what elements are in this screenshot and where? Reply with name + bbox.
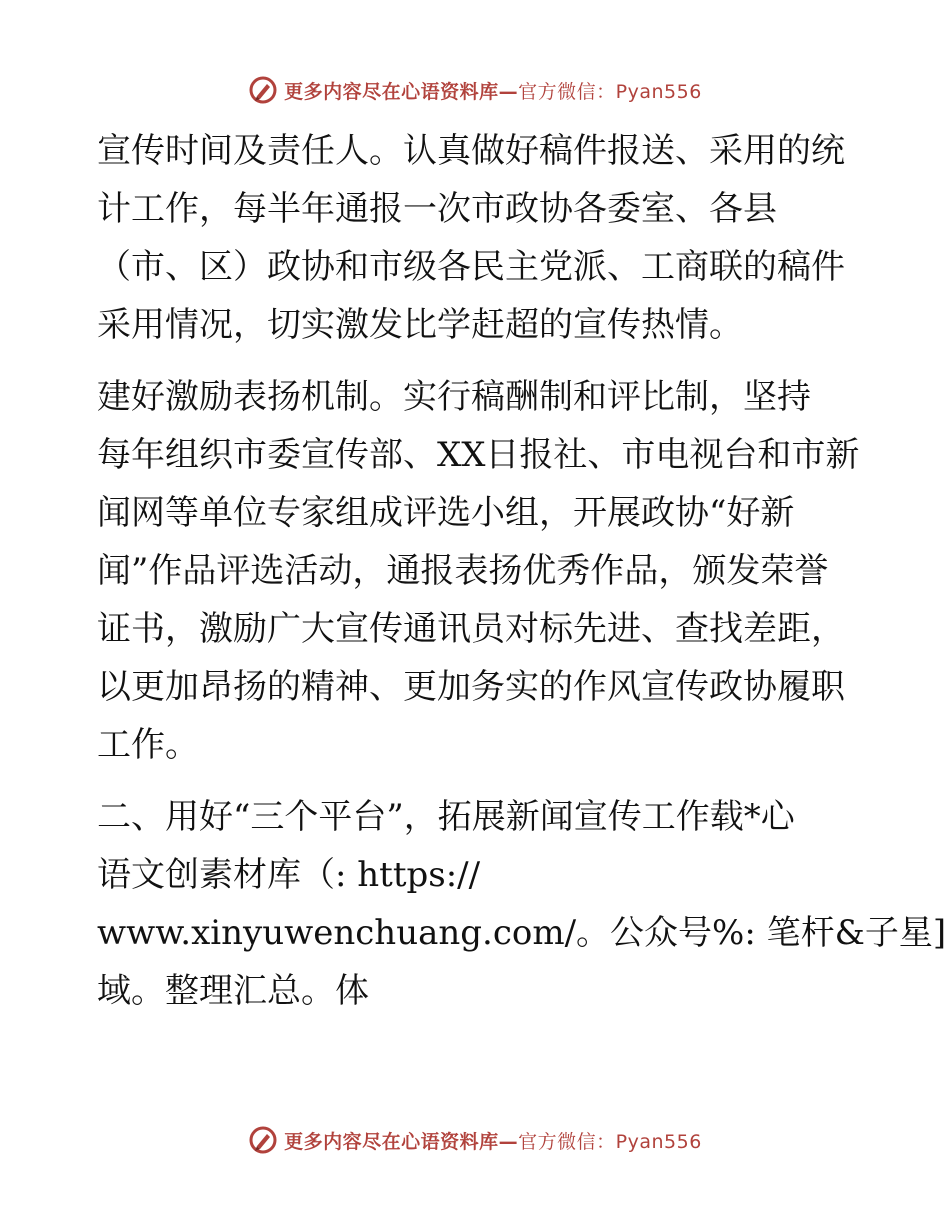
pen-logo-icon [248,1125,278,1155]
footer-wechat-text: 官方微信：Pyan556 [518,1130,702,1153]
text-line: www.xinyuwenchuang.com/。公众号%: 笔杆&子星] [97,913,947,953]
text-line: （市、区）政协和市级各民主党派、工商联的稿件 [97,247,845,287]
text-line: 域。整理汇总。体 [97,971,369,1011]
text-line: 计工作，每半年通报一次市政协各委室、各县 [97,189,777,229]
header-wechat-text: 官方微信：Pyan556 [518,80,702,103]
text-line: 工作。 [97,725,199,765]
footer-banner [0,1120,950,1160]
text-line: 以更加昂扬的精神、更加务实的作风宣传政协履职 [97,667,845,707]
text-line: 闻网等单位专家组成评选小组，开展政协“好新 [97,493,795,533]
footer-site-text: 更多内容尽在心语资料库 [284,1130,499,1153]
text-line: 建好激励表扬机制。实行稿酬制和评比制，坚持 [97,377,811,417]
text-line: 采用情况，切实激发比学赶超的宣传热情。 [97,305,743,345]
text-line: 宣传时间及责任人。认真做好稿件报送、采用的统 [97,131,845,171]
text-line: 二、用好“三个平台”，拓展新闻宣传工作载*心 [97,797,795,837]
header-separator: — [498,80,519,103]
header-site-text: 更多内容尽在心语资料库 [284,80,499,103]
paragraph-3 [97,788,947,1020]
pen-logo-icon [248,75,278,105]
paragraph-1 [97,122,867,354]
header-banner [0,70,950,110]
footer-text [284,1127,702,1154]
text-line: 每年组织市委宣传部、XX日报社、市电视台和市新 [97,435,860,475]
text-line: 闻”作品评选活动，通报表扬优秀作品，颁发荣誉 [97,551,829,591]
text-line: 证书，激励广大宣传通讯员对标先进、查找差距， [97,609,845,649]
paragraph-2 [97,368,867,774]
text-line: 语文创素材库（: https:// [97,855,481,895]
header-text [284,77,702,104]
footer-separator: — [498,1130,519,1153]
document-body [97,122,947,1020]
